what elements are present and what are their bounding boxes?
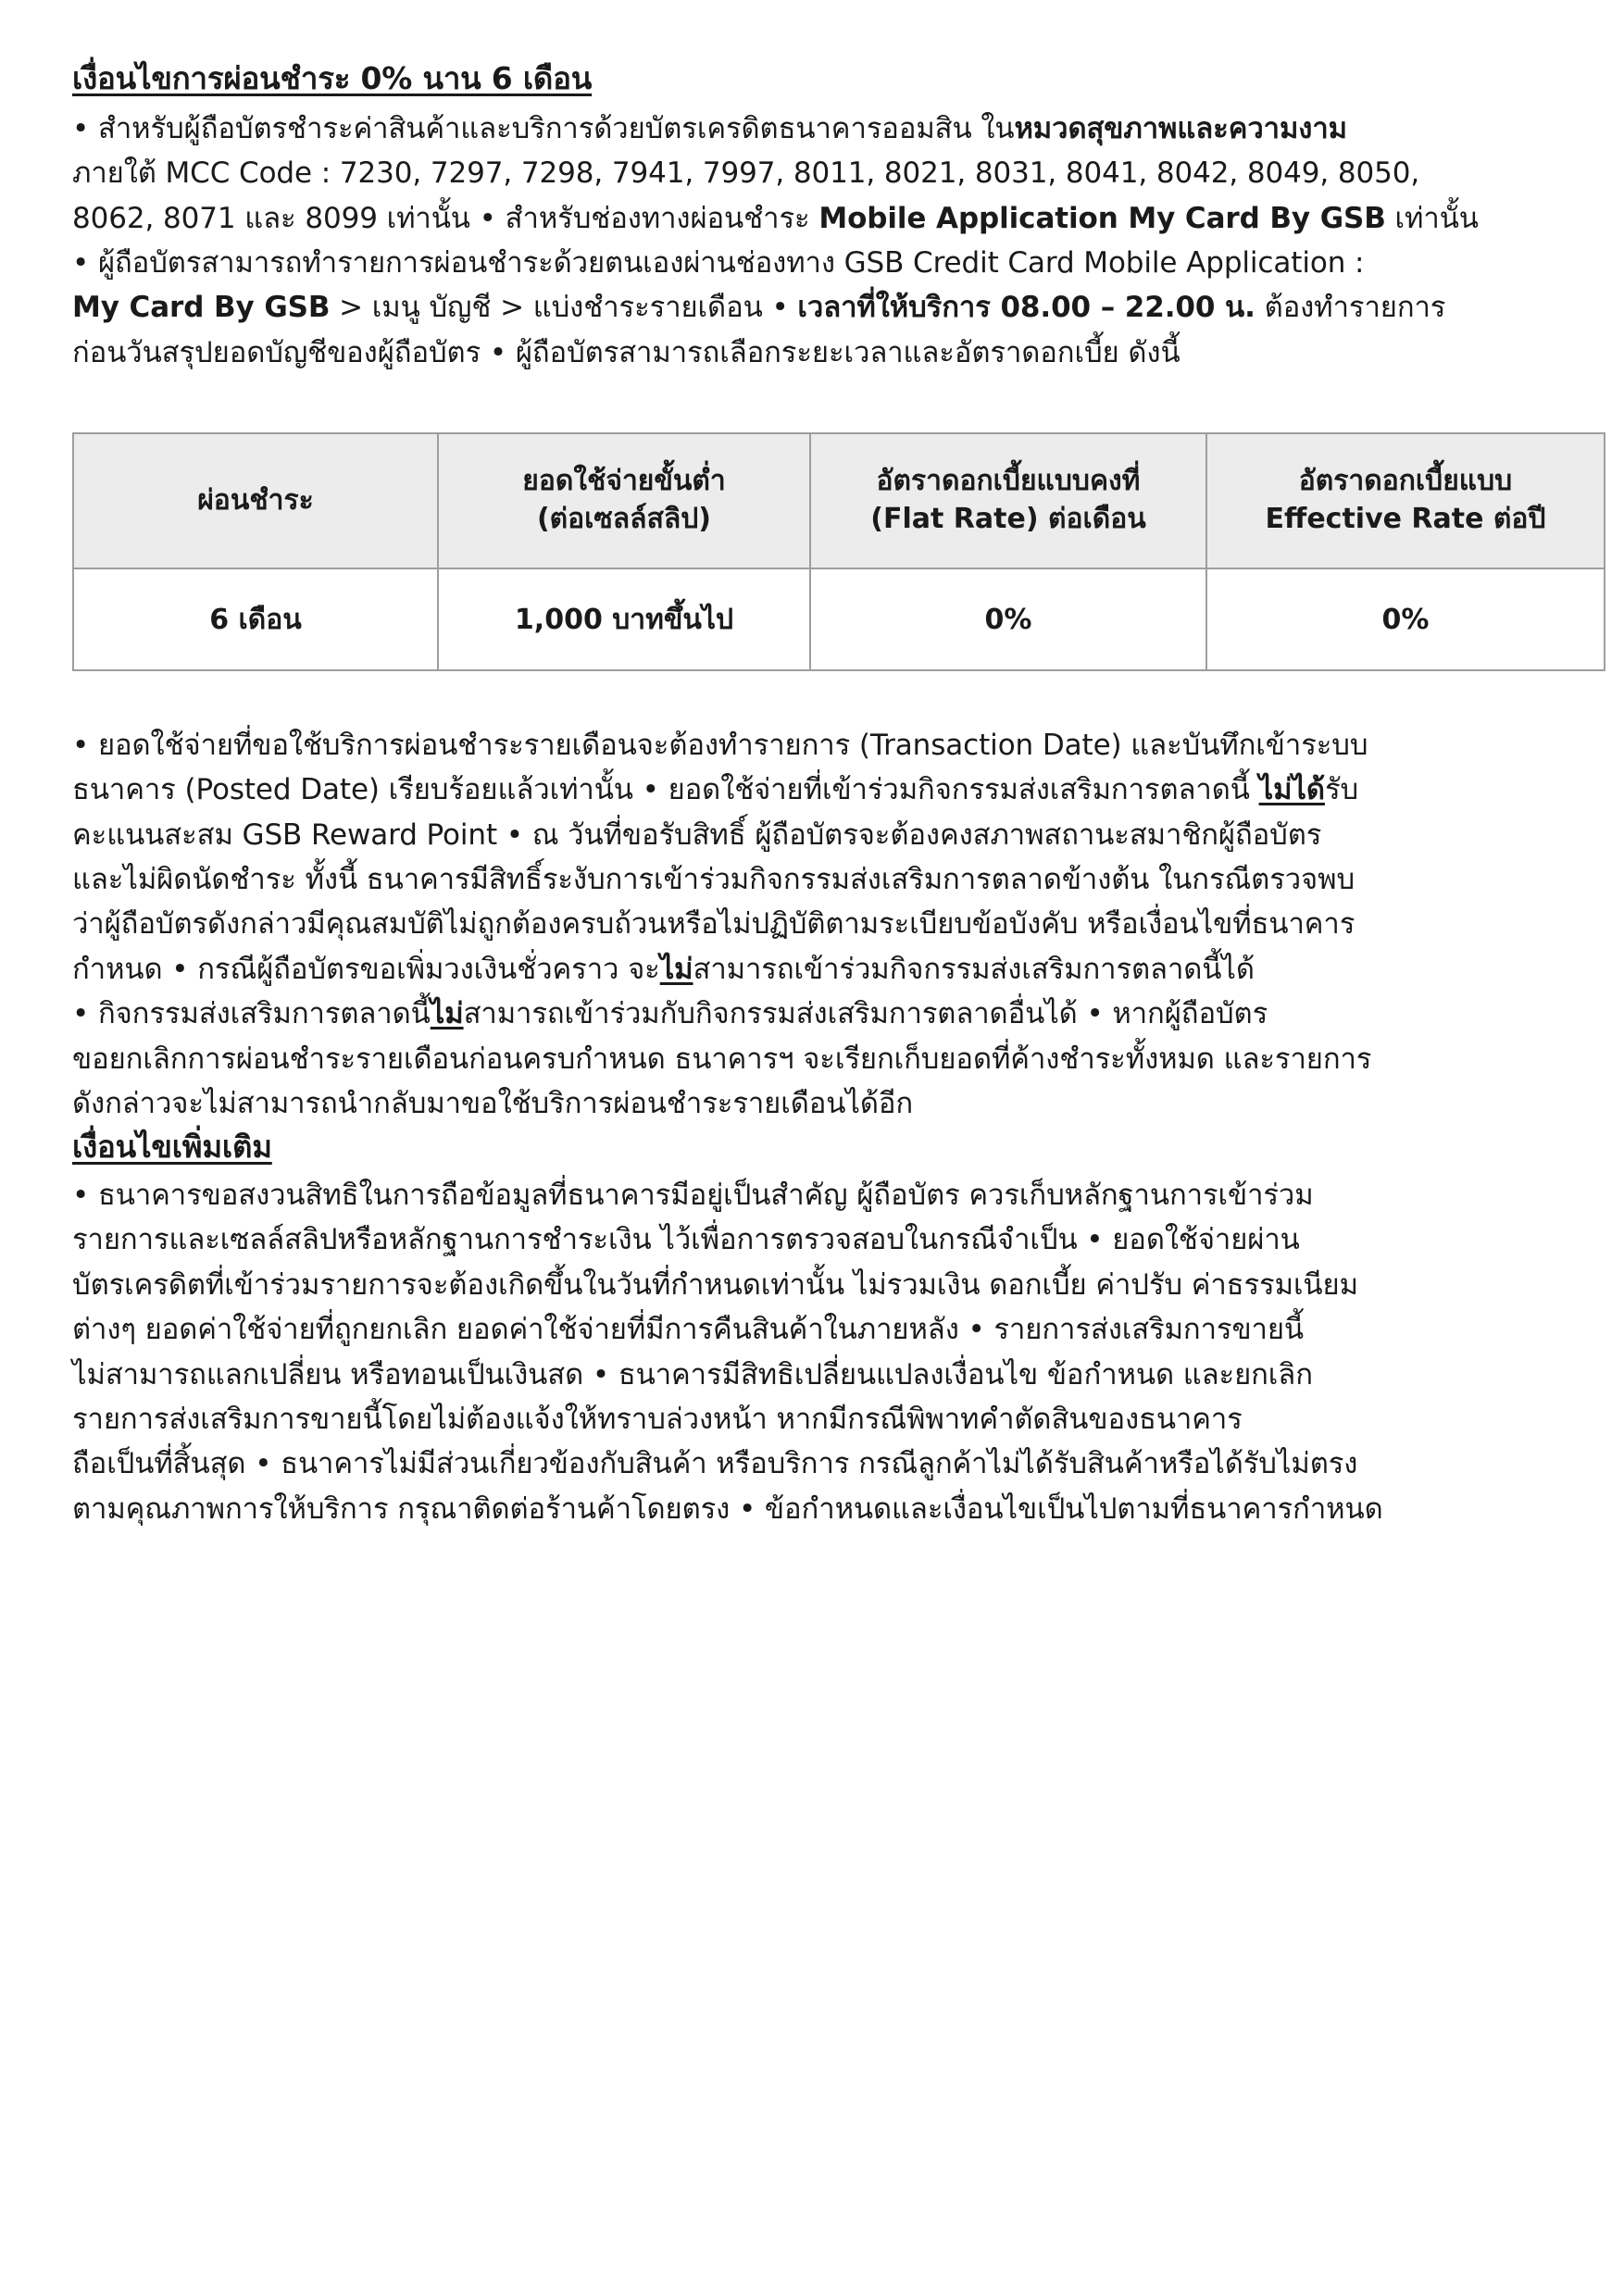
notes-line-6: กำหนด • กรณีผู้ถือบัตรขอเพิ่มวงเงินชั่วคราว จะไม่สามารถเข้าร่วมกิจกรรมส่งเสริมการตลาดนี้ได้	[72, 952, 1255, 986]
table-header-row	[73, 433, 1605, 568]
notes-line-7: • กิจกรรมส่งเสริมการตลาดนี้ไม่สามารถเข้าร่วมกับกิจกรรมส่งเสริมการตลาดอื่นได้ • หากผู้ถือบัตร	[72, 997, 1268, 1031]
notes-line-3: คะแนนสะสม GSB Reward Point • ณ วันที่ขอรับสิทธิ์ ผู้ถือบัตรจะต้องคงสภาพสถานะสมาชิกผู้ถือบัตร	[72, 817, 1322, 852]
section-installment-notes	[72, 723, 1552, 1126]
body-line-3: 8062, 8071 และ 8099 เท่านั้น • สำหรับช่องทางผ่อนชำระ Mobile Application My Card By GSB เท่านั้น	[72, 201, 1479, 235]
header-flat-rate-line2: (Flat Rate) ต่อเดือน	[870, 503, 1146, 536]
rates-table-wrapper	[72, 432, 1552, 671]
header-min-spend	[438, 433, 810, 568]
header-effective-rate-line1: อัตราดอกเบี้ยแบบ	[1298, 465, 1513, 498]
cell-min-spend: 1,000 บาทขึ้นไป	[438, 568, 810, 670]
cell-installment: 6 เดือน	[73, 568, 438, 670]
header-effective-rate-line2: Effective Rate ต่อปี	[1265, 503, 1546, 536]
notes-line-8: ขอยกเลิกการผ่อนชำระรายเดือนก่อนครบกำหนด ธนาคารฯ จะเรียกเก็บยอดที่ค้างชำระทั้งหมด และรายการ	[72, 1042, 1372, 1076]
cell-effective-rate: 0%	[1206, 568, 1605, 670]
section-additional-body	[72, 1173, 1552, 1531]
body-line-6: ก่อนวันสรุปยอดบัญชีของผู้ถือบัตร • ผู้ถือบัตรสามารถเลือกระยะเวลาและอัตราดอกเบี้ย ดังนี้	[72, 335, 1181, 369]
notes-line-9: ดังกล่าวจะไม่สามารถนำกลับมาขอใช้บริการผ่อนชำระรายเดือนได้อีก	[72, 1086, 914, 1120]
cell-flat-rate: 0%	[810, 568, 1206, 670]
notes-line-4: และไม่ผิดนัดชำระ ทั้งนี้ ธนาคารมีสิทธิ์ระงับการเข้าร่วมกิจกรรมส่งเสริมการตลาดข้างต้น ในกรณีตรวจพบ	[72, 863, 1355, 897]
section-installment-body	[72, 106, 1552, 375]
additional-line-4: ต่างๆ ยอดค่าใช้จ่ายที่ถูกยกเลิก ยอดค่าใช้จ่ายที่มีการคืนสินค้าในภายหลัง • รายการส่งเสริมการขายนี้	[72, 1313, 1305, 1347]
notes-line-5: ว่าผู้ถือบัตรดังกล่าวมีคุณสมบัติไม่ถูกต้องครบถ้วนหรือไม่ปฏิบัติตามระเบียบข้อบังคับ หรือเงื่อนไขที่ธนาคาร	[72, 907, 1355, 942]
body-line-4: • ผู้ถือบัตรสามารถทำรายการผ่อนชำระด้วยตนเองผ่านช่องทาง GSB Credit Card Mobile Application :	[72, 245, 1365, 280]
rates-table-body	[73, 568, 1605, 670]
notes-line-1: • ยอดใช้จ่ายที่ขอใช้บริการผ่อนชำระรายเดือนจะต้องทำรายการ (Transaction Date) และบันทึกเข้าระบบ	[72, 729, 1368, 763]
additional-line-6: รายการส่งเสริมการขายนี้โดยไม่ต้องแจ้งให้ทราบล่วงหน้า หากมีกรณีพิพาทคำตัดสินของธนาคาร	[72, 1402, 1243, 1436]
body-line-2: ภายใต้ MCC Code : 7230, 7297, 7298, 7941, 7997, 8011, 8021, 8031, 8041, 8042, 8049, 8050,	[72, 156, 1420, 191]
additional-line-2: รายการและเซลล์สลิปหรือหลักฐานการชำระเงิน ไว้เพื่อการตรวจสอบในกรณีจำเป็น • ยอดใช้จ่ายผ่าน	[72, 1223, 1300, 1257]
rates-table	[72, 432, 1605, 671]
section-title-additional: เงื่อนไขเพิ่มเติม	[72, 1129, 272, 1166]
additional-line-1: • ธนาคารขอสงวนสิทธิในการถือข้อมูลที่ธนาคารมีอยู่เป็นสำคัญ ผู้ถือบัตร ควรเก็บหลักฐานการเข้าร่วม	[72, 1179, 1314, 1213]
header-installment: ผ่อนชำระ	[73, 433, 438, 568]
rates-table-head	[73, 433, 1605, 568]
body-line-1: • สำหรับผู้ถือบัตรชำระค่าสินค้าและบริการด้วยบัตรเครดิตธนาคารออมสิน ในหมวดสุขภาพและความงาม	[72, 111, 1347, 145]
table-row	[73, 568, 1605, 670]
additional-line-8: ตามคุณภาพการให้บริการ กรุณาติดต่อร้านค้าโดยตรง • ข้อกำหนดและเงื่อนไขเป็นไปตามที่ธนาคารกำหนด	[72, 1491, 1383, 1526]
section-title-installment: เงื่อนไขการผ่อนชำระ 0% นาน 6 เดือน	[72, 60, 593, 96]
additional-line-7: ถือเป็นที่สิ้นสุด • ธนาคารไม่มีส่วนเกี่ยวข้องกับสินค้า หรือบริการ กรณีลูกค้าไม่ได้รับสินค้าหรือได้รับไม่ตรง	[72, 1447, 1358, 1481]
header-effective-rate	[1206, 433, 1605, 568]
notes-line-2: ธนาคาร (Posted Date) เรียบร้อยแล้วเท่านั้น • ยอดใช้จ่ายที่เข้าร่วมกิจกรรมส่งเสริมการตลาดนี้ ไม่ได้รับ	[72, 773, 1359, 807]
additional-line-5: ไม่สามารถแลกเปลี่ยน หรือทอนเป็นเงินสด • ธนาคารมีสิทธิเปลี่ยนแปลงเงื่อนไข ข้อกำหนด และยกเลิก	[72, 1357, 1313, 1391]
header-min-spend-line1: ยอดใช้จ่ายขั้นต่ำ	[522, 465, 726, 498]
header-flat-rate	[810, 433, 1206, 568]
header-min-spend-line2: (ต่อเซลล์สลิป)	[536, 503, 712, 536]
additional-line-3: บัตรเครดิตที่เข้าร่วมรายการจะต้องเกิดขึ้นในวันที่กำหนดเท่านั้น ไม่รวมเงิน ดอกเบี้ย ค่าปรับ ค่าธรรมเนียม	[72, 1267, 1358, 1302]
body-line-5: My Card By GSB > เมนู บัญชี > แบ่งชำระรายเดือน • เวลาที่ให้บริการ 08.00 – 22.00 น. ต้องทำรายการ	[72, 291, 1446, 325]
header-flat-rate-line1: อัตราดอกเบี้ยแบบคงที่	[876, 465, 1141, 498]
